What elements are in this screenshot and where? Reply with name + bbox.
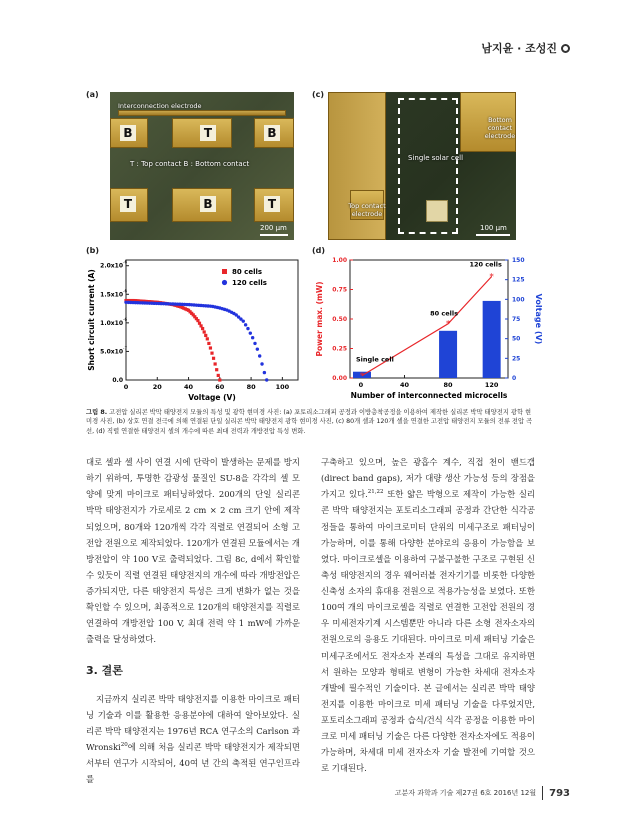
y-tick-label: 2.0x10 bbox=[100, 262, 123, 270]
data-point-80-cells bbox=[212, 357, 215, 360]
data-point-80-cells bbox=[218, 378, 221, 381]
right-y-tick-label: 125 bbox=[512, 276, 525, 284]
text-run: 지금까지 실리콘 박막 태양전지를 이용한 마이크로 패터닝 기술과 이를 활용한 응용분야에 대하여 알아보았다. 실리콘 박막 태양전지는 1976년 RCA 연구소의 Carlson 과 Wronski bbox=[86, 693, 300, 752]
x-tick-label: 80 bbox=[443, 381, 453, 389]
data-point-120-cells bbox=[258, 354, 261, 357]
right-y-tick-label: 75 bbox=[512, 316, 521, 323]
body-paragraph bbox=[321, 454, 535, 777]
voltage-bar bbox=[483, 301, 501, 378]
circle-bullet-icon bbox=[561, 44, 570, 53]
x-tick-label: 20 bbox=[152, 383, 162, 391]
x-axis-label: Number of interconnected microcells bbox=[350, 391, 508, 400]
bottom-contact-label: Bottom contact electrode bbox=[484, 116, 516, 140]
body-paragraph: 대로 셀과 셀 사이 연결 시에 단락이 발생하는 문제를 방지하기 위하여, 투명한 감광성 물질인 SU-8을 각각의 셀 모양에 맞게 마이크로 패터닝하였다. 200개의 단일 실리콘 박막 태양전지가 가로세로 2 cm × 2 cm 크기 안에 제작되었으며, 80개와 120개씩 각각 직렬로 연결되어 소형 고전압 전원으로 제작되었다. 120개가 연결된 모듈에서는 개방전압이 약 100 V로 출력되었다. 그림 8c, d에서 확인할 수 있듯이 직렬 연결된 태양전지의 개수에 따라 개방전압은 증가되지만, 다른 태양전지 특성은 크게 변화가 없는 것을 확인할 수 있으며, 최종적으로 120개의 태양전지를 직렬로 연결하여 개방전압 100 V, 최대 전력 약 1 mW에 가까운 출력을 달성하였다. bbox=[86, 457, 300, 645]
right-y-axis-label: Voltage (V) bbox=[534, 293, 543, 345]
panel-label-a: (a) bbox=[86, 90, 99, 99]
data-point-80-cells bbox=[214, 362, 217, 365]
data-point-80-cells bbox=[201, 327, 204, 330]
top-contact-label: Top contact electrode bbox=[348, 202, 386, 218]
left-y-tick-label: 0.75 bbox=[332, 286, 347, 294]
data-point-120-cells bbox=[256, 347, 259, 350]
y-axis-label: Short circuit current (A) bbox=[87, 269, 96, 371]
x-tick-label: 0 bbox=[358, 381, 364, 389]
text-run: 구축하고 있으며, 높은 광흡수 계수, 직접 천이 밴드갭(direct band gaps), 저가 대량 생산 가능성 등의 장점을 가지고 있다. bbox=[321, 457, 535, 500]
caption-label: 그림 8. bbox=[86, 409, 108, 416]
pad-letter: T bbox=[264, 196, 280, 212]
right-y-tick-label: 25 bbox=[512, 355, 521, 363]
left-y-tick-label: 0.25 bbox=[332, 345, 347, 353]
right-y-tick-label: 0 bbox=[512, 375, 517, 382]
text-run: 에 의해 처음 실리콘 박막 태양전지가 제작되면서부터 연구가 시작되어, 40여 년 간의 축적된 연구인프라를 bbox=[86, 741, 300, 785]
legend-label: 120 cells bbox=[232, 279, 267, 287]
panel-label-b: (b) bbox=[86, 246, 100, 255]
data-point-80-cells bbox=[204, 334, 207, 337]
legend-marker bbox=[222, 269, 227, 274]
body-paragraph bbox=[86, 691, 300, 788]
x-tick-label: 80 bbox=[246, 383, 256, 391]
data-point-80-cells bbox=[206, 337, 209, 340]
data-point-80-cells bbox=[217, 374, 220, 377]
x-tick-label: 60 bbox=[215, 383, 225, 391]
pad-letter: T bbox=[120, 196, 136, 212]
right-y-tick-label: 100 bbox=[512, 296, 525, 304]
plot-frame bbox=[126, 260, 298, 380]
panel-label-c: (c) bbox=[312, 90, 325, 99]
journal-info: 고분자 과학과 기술 제27권 6호 2016년 12월 bbox=[394, 789, 537, 797]
pad-letter: B bbox=[200, 196, 216, 212]
x-tick-label: 40 bbox=[184, 383, 194, 391]
data-point-80-cells bbox=[209, 346, 212, 349]
pad-letter: B bbox=[264, 125, 280, 141]
right-y-tick-label: 50 bbox=[512, 335, 521, 343]
x-tick-label: 0 bbox=[123, 383, 129, 391]
y-tick-label: 1.5x10 bbox=[100, 291, 123, 299]
running-header-author bbox=[481, 40, 570, 56]
reference-superscript: 21,22 bbox=[367, 489, 384, 496]
y-tick-exponent: -6 bbox=[123, 316, 127, 322]
chart-annotation: 120 cells bbox=[469, 260, 502, 269]
caption-text: 고전압 실리콘 박막 태양전지 모듈의 특성 및 광학 현미경 사진: (a) 포토리소그래피 공정과 이방층착공정을 이용하여 제작한 실리콘 박막 태양전지 광학 현미경 사진, (b) 상호 연결 전극에 의해 연결된 단일 실리콘 박막 태양전지 광학 현미경 사진, (c) 80개 셀과 120개 셀을 연결한 고전압 태양전지 모듈의 전류 전압 곡선, (d) 직렬 연결한 태양전지 셀의 개수에 따른 최대 전력과 개방전압 특성 변화. bbox=[86, 409, 533, 435]
legend-marker bbox=[222, 280, 227, 285]
y-tick-label: 5.0x10 bbox=[100, 348, 123, 356]
data-point-120-cells bbox=[246, 327, 249, 330]
left-y-axis-label: Power max. (mW) bbox=[315, 281, 324, 357]
y-tick-exponent: -6 bbox=[123, 288, 127, 294]
page-number: 793 bbox=[549, 787, 570, 799]
legend-label: 80 cells bbox=[232, 268, 263, 276]
data-point-120-cells bbox=[263, 371, 266, 374]
x-axis-label: Voltage (V) bbox=[188, 393, 236, 402]
data-point-80-cells bbox=[210, 352, 213, 355]
x-tick-label: 100 bbox=[275, 383, 290, 391]
right-y-tick-label: 150 bbox=[512, 257, 525, 264]
power-point-marker: * bbox=[359, 371, 365, 382]
data-point-80-cells bbox=[203, 330, 206, 333]
panel-label-d: (d) bbox=[312, 246, 326, 255]
data-point-120-cells bbox=[244, 323, 247, 326]
chart-annotation: 80 cells bbox=[430, 309, 459, 318]
data-point-80-cells bbox=[215, 368, 218, 371]
reference-superscript: 20 bbox=[120, 742, 128, 749]
page-footer bbox=[395, 786, 570, 800]
single-cell-outline bbox=[398, 98, 458, 234]
iv-curve-chart bbox=[86, 248, 308, 406]
voltage-bar bbox=[439, 331, 457, 378]
pad-letter: T bbox=[200, 125, 216, 141]
scale-label-c: 100 μm bbox=[480, 224, 507, 232]
x-tick-label: 40 bbox=[399, 381, 410, 389]
scale-bar-a bbox=[260, 234, 288, 236]
interconnection-electrode-strip bbox=[118, 110, 286, 116]
power-point-marker: * bbox=[489, 272, 494, 283]
micrograph-c bbox=[328, 92, 516, 240]
left-y-tick-label: 1.00 bbox=[332, 257, 347, 264]
text-run: 또한 얇은 박형으로 제작이 가능한 실리콘 박막 태양전지는 포토리소그래피 공정과 간단한 식각공정들을 통하여 마이크로미터 단위의 미세구조로 패터닝이 가능하며, 이를 통해 다양한 분야로의 응용이 가능함을 보였다. 마이크로셀을 이용하여 구불구불한 구조로 구현된 신축성 태양전지의 경우 웨어러블 전자기기를 비롯한 다양한 신축성 소자의 휴대용 전원으로 적용가능성을 보였다. 또한 100여 개의 마이크로셀을 직렬로 연결한 고전압 전원의 경우 미세전자기계 시스템뿐만 아니라 다른 소형 전자소자의 전원으로의 응용도 기대된다. 마이크로 미세 패터닝 기술은 미세구조에서도 전자소자 본래의 특성을 그대로 유지하면서 원하는 모양과 형태로 변형이 가능한 차세대 전자소자 개발에 필수적인 기술이다. 본 글에서는 실리콘 박막 태양전지를 이용한 마이크로 미세 패터닝 기술을 다루었지만, 포토리소그래피 공정과 습식/건식 식각 공정을 이용한 마이크로 미세 패터닝 기술은 다른 다양한 전자소자에도 적용이 가능하며, 차세대 미세 전자소자 기술 발전에 기여할 것으로 기대된다. bbox=[321, 489, 536, 774]
data-point-120-cells bbox=[249, 331, 252, 334]
data-point-80-cells bbox=[207, 342, 210, 345]
x-tick-label: 120 bbox=[484, 381, 499, 389]
body-column-left bbox=[86, 454, 300, 787]
figure-caption bbox=[86, 408, 534, 436]
data-point-120-cells bbox=[253, 342, 256, 345]
data-point-120-cells bbox=[242, 319, 245, 322]
power-voltage-chart bbox=[310, 248, 546, 406]
scale-label-a: 200 μm bbox=[260, 224, 287, 232]
left-y-tick-label: 0.50 bbox=[332, 316, 347, 323]
scale-bar-c bbox=[476, 234, 510, 236]
section-heading: 3. 결론 bbox=[86, 663, 123, 677]
y-tick-exponent: -6 bbox=[123, 259, 127, 265]
body-column-right bbox=[321, 454, 535, 777]
contact-legend: T : Top contact B : Bottom contact bbox=[130, 160, 250, 168]
data-point-120-cells bbox=[260, 362, 263, 365]
y-tick-exponent: -7 bbox=[123, 345, 127, 351]
y-tick-label: 1.0x10 bbox=[100, 319, 123, 327]
interconnection-electrode-label: Interconnection electrode bbox=[118, 102, 202, 110]
micrograph-a bbox=[110, 92, 294, 240]
y-tick-label: 0.0 bbox=[112, 377, 123, 384]
data-point-120-cells bbox=[251, 336, 254, 339]
power-point-marker: * bbox=[445, 319, 451, 330]
data-point-120-cells bbox=[265, 378, 268, 381]
pad-letter: B bbox=[120, 125, 136, 141]
chart-annotation: Single cell bbox=[355, 355, 394, 364]
left-y-tick-label: 0.00 bbox=[332, 375, 347, 382]
single-cell-label: Single solar cell bbox=[408, 154, 464, 162]
author-names: 남지윤 · 조성진 bbox=[481, 42, 557, 55]
footer-divider bbox=[542, 786, 543, 800]
